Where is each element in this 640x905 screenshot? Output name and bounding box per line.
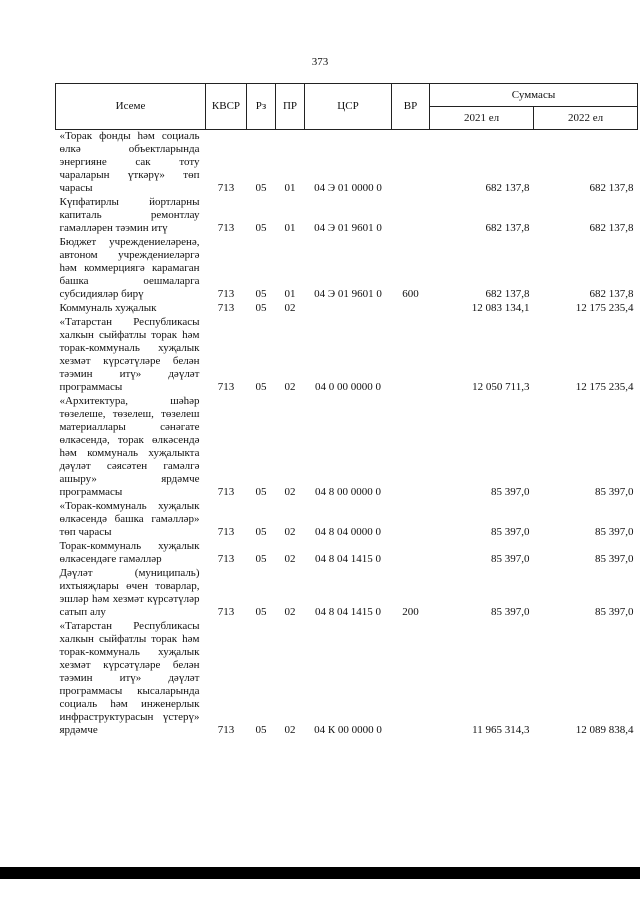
row-kvsr: 713 xyxy=(217,288,235,300)
row-kvsr: 713 xyxy=(217,724,235,736)
row-csr xyxy=(305,302,392,316)
header-sums: Суммасы xyxy=(430,84,638,107)
row-value-2021: 12 083 134,1 xyxy=(471,302,530,314)
row-kvsr: 713 xyxy=(217,182,235,194)
row-rz: 05 xyxy=(255,288,267,300)
row-csr: 04 8 04 1415 0 xyxy=(315,606,381,618)
row-pr: 01 xyxy=(284,182,296,194)
row-pr: 02 xyxy=(284,486,296,498)
row-name: «Торак фонды һәм социаль өлкә объектларында энергияне сак тоту чараларын үткәрү» төп чарасы xyxy=(59,130,200,194)
header-year-2021: 2021 ел xyxy=(430,107,534,130)
row-kvsr: 713 xyxy=(217,302,235,314)
row-rz: 05 xyxy=(255,724,267,736)
row-value-2022: 85 397,0 xyxy=(595,526,634,538)
page-number: 373 xyxy=(311,56,329,68)
row-value-2021: 85 397,0 xyxy=(491,486,530,498)
row-csr: 04 Э 01 9601 0 xyxy=(314,288,382,300)
table-body xyxy=(56,130,638,739)
table-row xyxy=(56,302,638,316)
row-vr xyxy=(392,316,430,395)
row-kvsr: 713 xyxy=(217,486,235,498)
row-rz: 05 xyxy=(255,553,267,565)
table-row xyxy=(56,500,638,540)
row-csr: 04 Э 01 0000 0 xyxy=(314,182,382,194)
row-csr: 04 8 04 0000 0 xyxy=(315,526,381,538)
table-row xyxy=(56,316,638,395)
row-vr xyxy=(392,196,430,236)
row-value-2021: 12 050 711,3 xyxy=(472,381,530,393)
row-kvsr: 713 xyxy=(217,381,235,393)
row-csr: 04 К 00 0000 0 xyxy=(314,724,382,736)
row-name: «Татарстан Республикасы халкын сыйфатлы торак һәм торак-коммуналь хуҗалык хезмәт күрсәтүләре белән тәэмин итү» дәүләт программасы кысаларында социаль һәм инженерлык инфраструктурасын үстерү» ярдәмче xyxy=(59,620,200,736)
row-value-2021: 85 397,0 xyxy=(491,606,530,618)
table-row xyxy=(56,540,638,567)
table-row xyxy=(56,130,638,197)
row-rz: 05 xyxy=(255,526,267,538)
table-row xyxy=(56,567,638,620)
row-value-2022: 85 397,0 xyxy=(595,606,634,618)
header-rz: Рз xyxy=(247,84,276,130)
table-header xyxy=(56,84,638,130)
row-value-2022: 85 397,0 xyxy=(595,553,634,565)
row-rz: 05 xyxy=(255,182,267,194)
row-kvsr: 713 xyxy=(217,606,235,618)
row-value-2022: 12 089 838,4 xyxy=(575,724,634,736)
row-value-2022: 682 137,8 xyxy=(589,182,634,194)
row-name: Бюджет учреждениеләренә, автоном учреждениеләргә һәм коммерциягә карамаган башка оешмаларга субсидияләр бирү xyxy=(59,236,200,300)
row-value-2022: 682 137,8 xyxy=(589,288,634,300)
row-name: «Торак-коммуналь хуҗалык өлкәсендә башка гамәлләр» төп чарасы xyxy=(59,500,200,538)
row-csr: 04 8 04 1415 0 xyxy=(315,553,381,565)
table-row xyxy=(56,395,638,500)
row-vr xyxy=(392,130,430,197)
row-value-2021: 682 137,8 xyxy=(485,182,530,194)
row-rz: 05 xyxy=(255,222,267,234)
row-vr xyxy=(392,302,430,316)
row-name: Коммуналь хуҗалык xyxy=(59,302,157,314)
header-name: Исеме xyxy=(56,84,206,130)
table-row xyxy=(56,236,638,302)
row-vr: 200 xyxy=(402,606,419,618)
row-pr: 01 xyxy=(284,288,296,300)
row-name: Торак-коммуналь хуҗалык өлкәсендәге гамәлләр xyxy=(59,540,200,565)
row-pr: 02 xyxy=(284,381,296,393)
row-value-2022: 12 175 235,4 xyxy=(575,381,634,393)
row-kvsr: 713 xyxy=(217,553,235,565)
table-row xyxy=(56,196,638,236)
table-row xyxy=(56,620,638,738)
row-rz: 05 xyxy=(255,486,267,498)
row-vr xyxy=(392,540,430,567)
row-rz: 05 xyxy=(255,606,267,618)
row-pr: 02 xyxy=(284,302,296,314)
row-rz: 05 xyxy=(255,302,267,314)
row-name: Күпфатирлы йортларны капиталь ремонтлау гамәлләрен тәэмин итү xyxy=(59,196,200,234)
row-csr: 04 0 00 0000 0 xyxy=(315,381,381,393)
row-pr: 01 xyxy=(284,222,296,234)
header-year-2022: 2022 ел xyxy=(534,107,638,130)
row-name: «Архитектура, шәһәр төзелеше, төзелеш, төзелеш материаллары сәнәгате өлкәсендә, торак өлкәсендә һәм коммуналь хуҗалыкта дәүләт сәясәтен гамәлгә ашыру» ярдәмче программасы xyxy=(59,395,200,498)
budget-table xyxy=(55,83,638,738)
row-csr: 04 Э 01 9601 0 xyxy=(314,222,382,234)
row-value-2021: 682 137,8 xyxy=(485,288,530,300)
row-name: «Татарстан Республикасы халкын сыйфатлы торак һәм торак-коммуналь хуҗалык хезмәт күрсәтүләре белән тәэмин итү» дәүләт программасы xyxy=(59,316,200,393)
row-vr xyxy=(392,620,430,738)
row-vr: 600 xyxy=(402,288,419,300)
row-value-2022: 12 175 235,4 xyxy=(575,302,634,314)
scan-bottom-edge xyxy=(0,867,640,879)
row-pr: 02 xyxy=(284,526,296,538)
row-csr: 04 8 00 0000 0 xyxy=(315,486,381,498)
row-value-2021: 11 965 314,3 xyxy=(472,724,530,736)
row-pr: 02 xyxy=(284,553,296,565)
header-pr: ПР xyxy=(276,84,305,130)
header-kvsr: КВСР xyxy=(206,84,247,130)
row-rz: 05 xyxy=(255,381,267,393)
row-vr xyxy=(392,395,430,500)
row-value-2021: 85 397,0 xyxy=(491,553,530,565)
row-pr: 02 xyxy=(284,606,296,618)
row-pr: 02 xyxy=(284,724,296,736)
row-name: Дәүләт (муниципаль) ихтыяҗлары өчен товарлар, эшләр һәм хезмәт күрсәтүләр сатып алу xyxy=(59,567,200,618)
header-csr: ЦСР xyxy=(305,84,392,130)
row-vr xyxy=(392,500,430,540)
row-value-2021: 682 137,8 xyxy=(485,222,530,234)
row-kvsr: 713 xyxy=(217,222,235,234)
row-value-2021: 85 397,0 xyxy=(491,526,530,538)
row-value-2022: 682 137,8 xyxy=(589,222,634,234)
row-kvsr: 713 xyxy=(217,526,235,538)
header-vr: ВР xyxy=(392,84,430,130)
row-value-2022: 85 397,0 xyxy=(595,486,634,498)
